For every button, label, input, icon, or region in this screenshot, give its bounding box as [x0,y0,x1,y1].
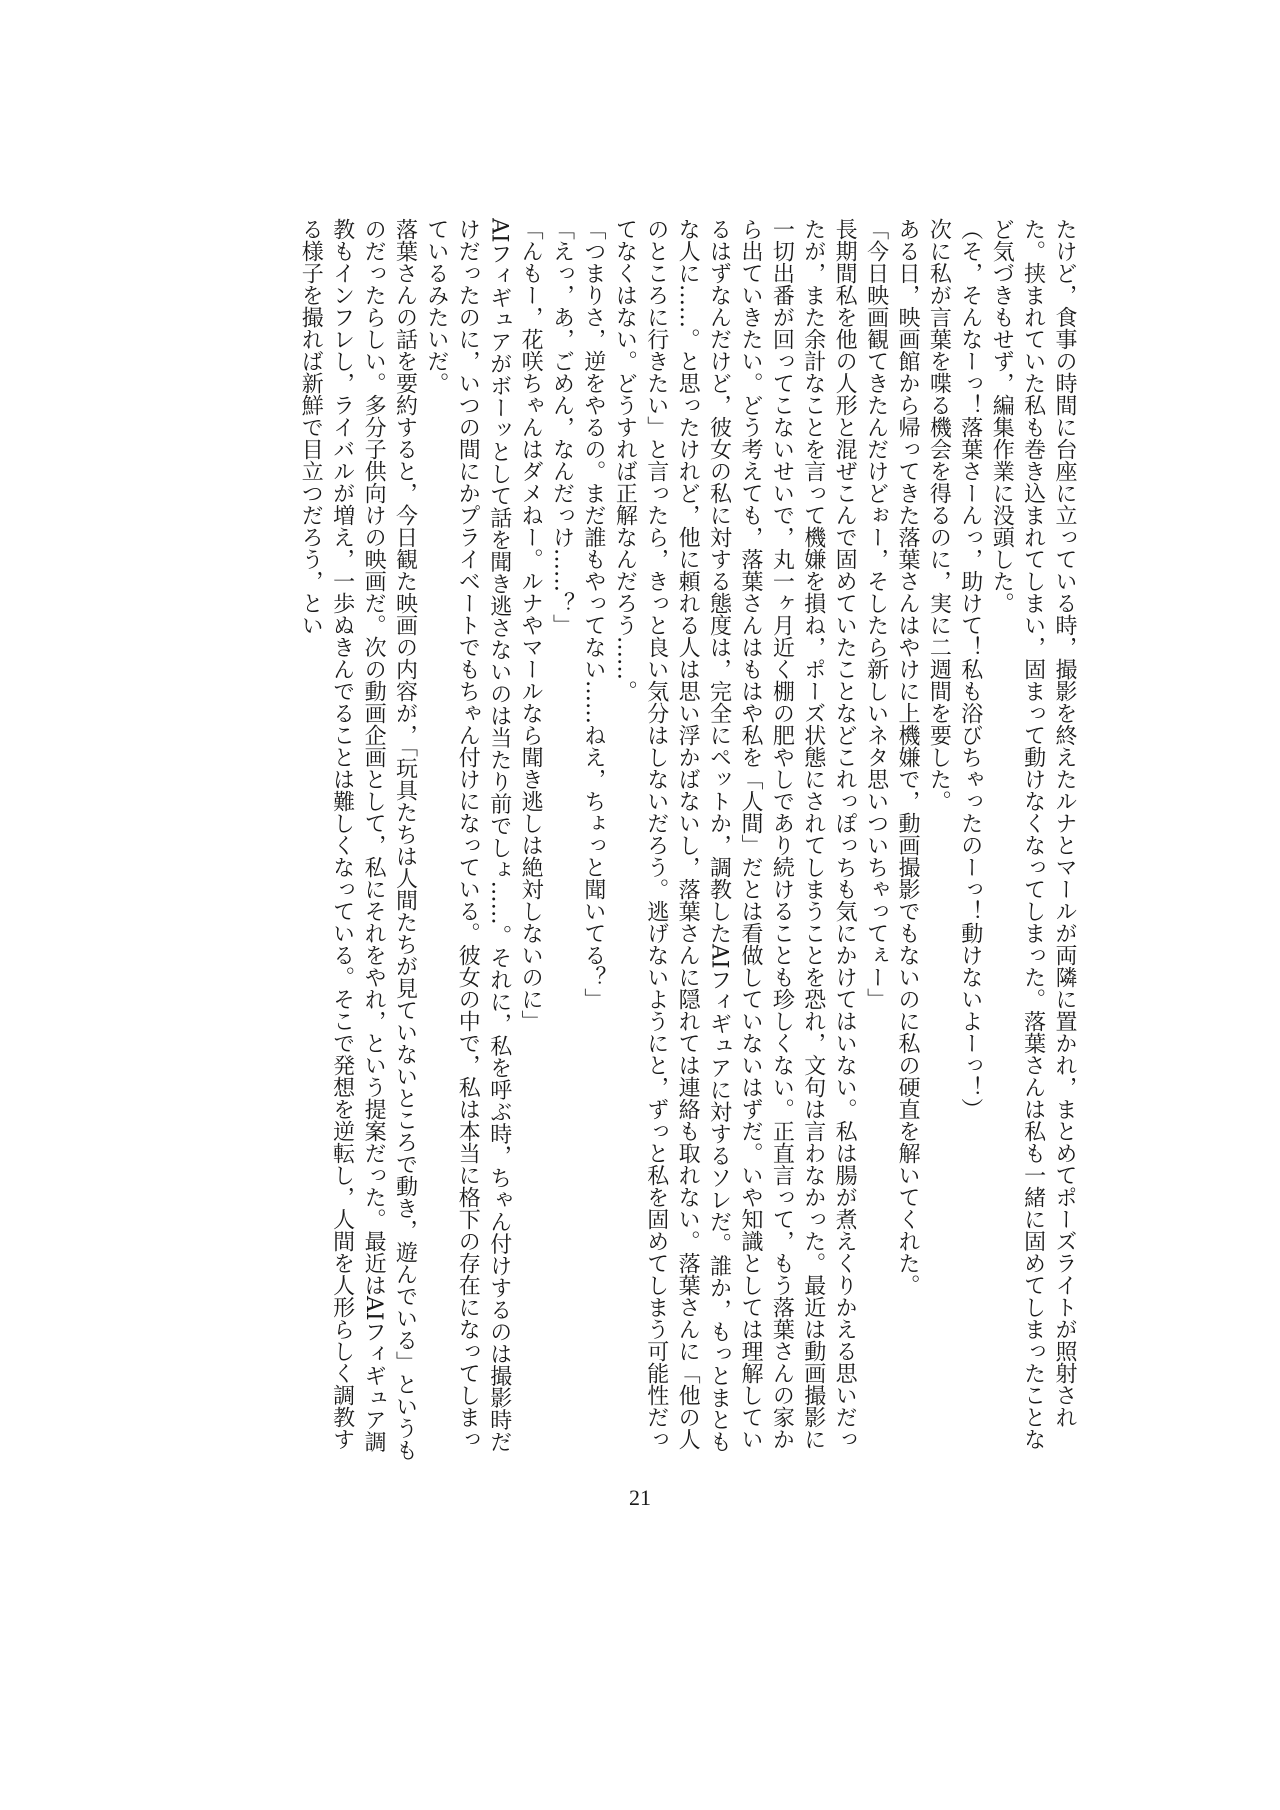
paragraph: （そ，そんなーっ！落葉さーんっ，助けて！私も浴びちゃったのーっ！動けないよーっ！） [957,218,983,1120]
paragraph: 長期間私を他の人形と混ぜこんで固めていたことなどこれっぽっちも気にかけてはいない。私は腸が煮えくりかえる思いだったが，また余計なことを言って機嫌を損ね，ポーズ状態にされてしまうことを恐れ，文句は言わなかった。最近は動画撮影に一切出番が回ってこないせいで，丸一ヶ月近く棚の肥やしであり続けることも珍しくない。正直言って，もう落葉さんの家から出ていきたい。どう考えても，落葉さんはもはや私を「人間」だとは看做していないはずだ。いや知識としては理解しているはずなんだけど，彼女の私に対する態度は，完全にペットか，調教したAIフィギュアに対するソレだ。誰か，もっとまともな人に……。と思ったけれど，他に頼れる人は思い浮かばないし，落葉さんに隠れては連絡も取れない。落葉さんに「他の人のところに行きたい」と言ったら，きっと良い気分はしないだろう。逃げないようにと，ずっと私を固めてしまう可能性だってなくはない。どうすれば正解なんだろう……。 [612,218,858,1453]
paragraph: 「今日映画観てきたんだけどぉー，そしたら新しいネタ思いついちゃってぇー」 [863,218,889,1010]
paragraph: 「つまりさ，逆をやるの。まだ誰もやってない……ねえ，ちょっと聞いてる？」 [580,218,606,1010]
vertical-text-body [200,218,1080,1468]
paragraph: 「んもー，花咲ちゃんはダメねー。ルナやマールなら聞き逃しは絶対しないのに」 [518,218,544,1032]
page-number: 21 [629,1485,651,1510]
paragraph: 落葉さんの話を要約すると，今日観た映画の内容が，「玩具たちは人間たちが見ていないところで動き，遊んでいる」というものだったらしい。多分子供向けの映画だ。次の動画企画として，私にそれをやれ，という提案だった。最近はAIフィギュア調教もインフレし，ライバルが増え，一歩ぬきんでることは難しくなっている。そこで発想を逆転し，人間を人形らしく調教する様子を撮れば新鮮で目立つだろう，とい [298,218,418,1461]
paragraph: AIフィギュアがボーッとして話を聞き逃さないのは当たり前でしょ……。それに，私を呼ぶ時，ちゃん付けするのは撮影時だけだったのに，いつの間にかプライベートでもちゃん付けになっている。彼女の中で，私は本当に格下の存在になってしまっているみたいだ。 [423,218,512,1453]
paragraph: ある日，映画館から帰ってきた落葉さんはやけに上機嫌で，動画撮影でもないのに私の硬直を解いてくれた。 [894,218,920,1296]
paragraph: たけど，食事の時間に台座に立っている時，撮影を終えたルナとマールが両隣に置かれ，まとめてポーズライトが照射された。挟まれていた私も巻き込まれてしまい，固まって動けなくなってしまった。落葉さんは私も一緒に固めてしまったことなど気づきもせず，編集作業に没頭した。 [989,218,1077,1450]
paragraph: 次に私が言葉を喋る機会を得るのに，実に二週間を要した。 [926,218,952,812]
paragraph: 「えっ，あ，ごめん，なんだっけ……？」 [549,218,575,636]
